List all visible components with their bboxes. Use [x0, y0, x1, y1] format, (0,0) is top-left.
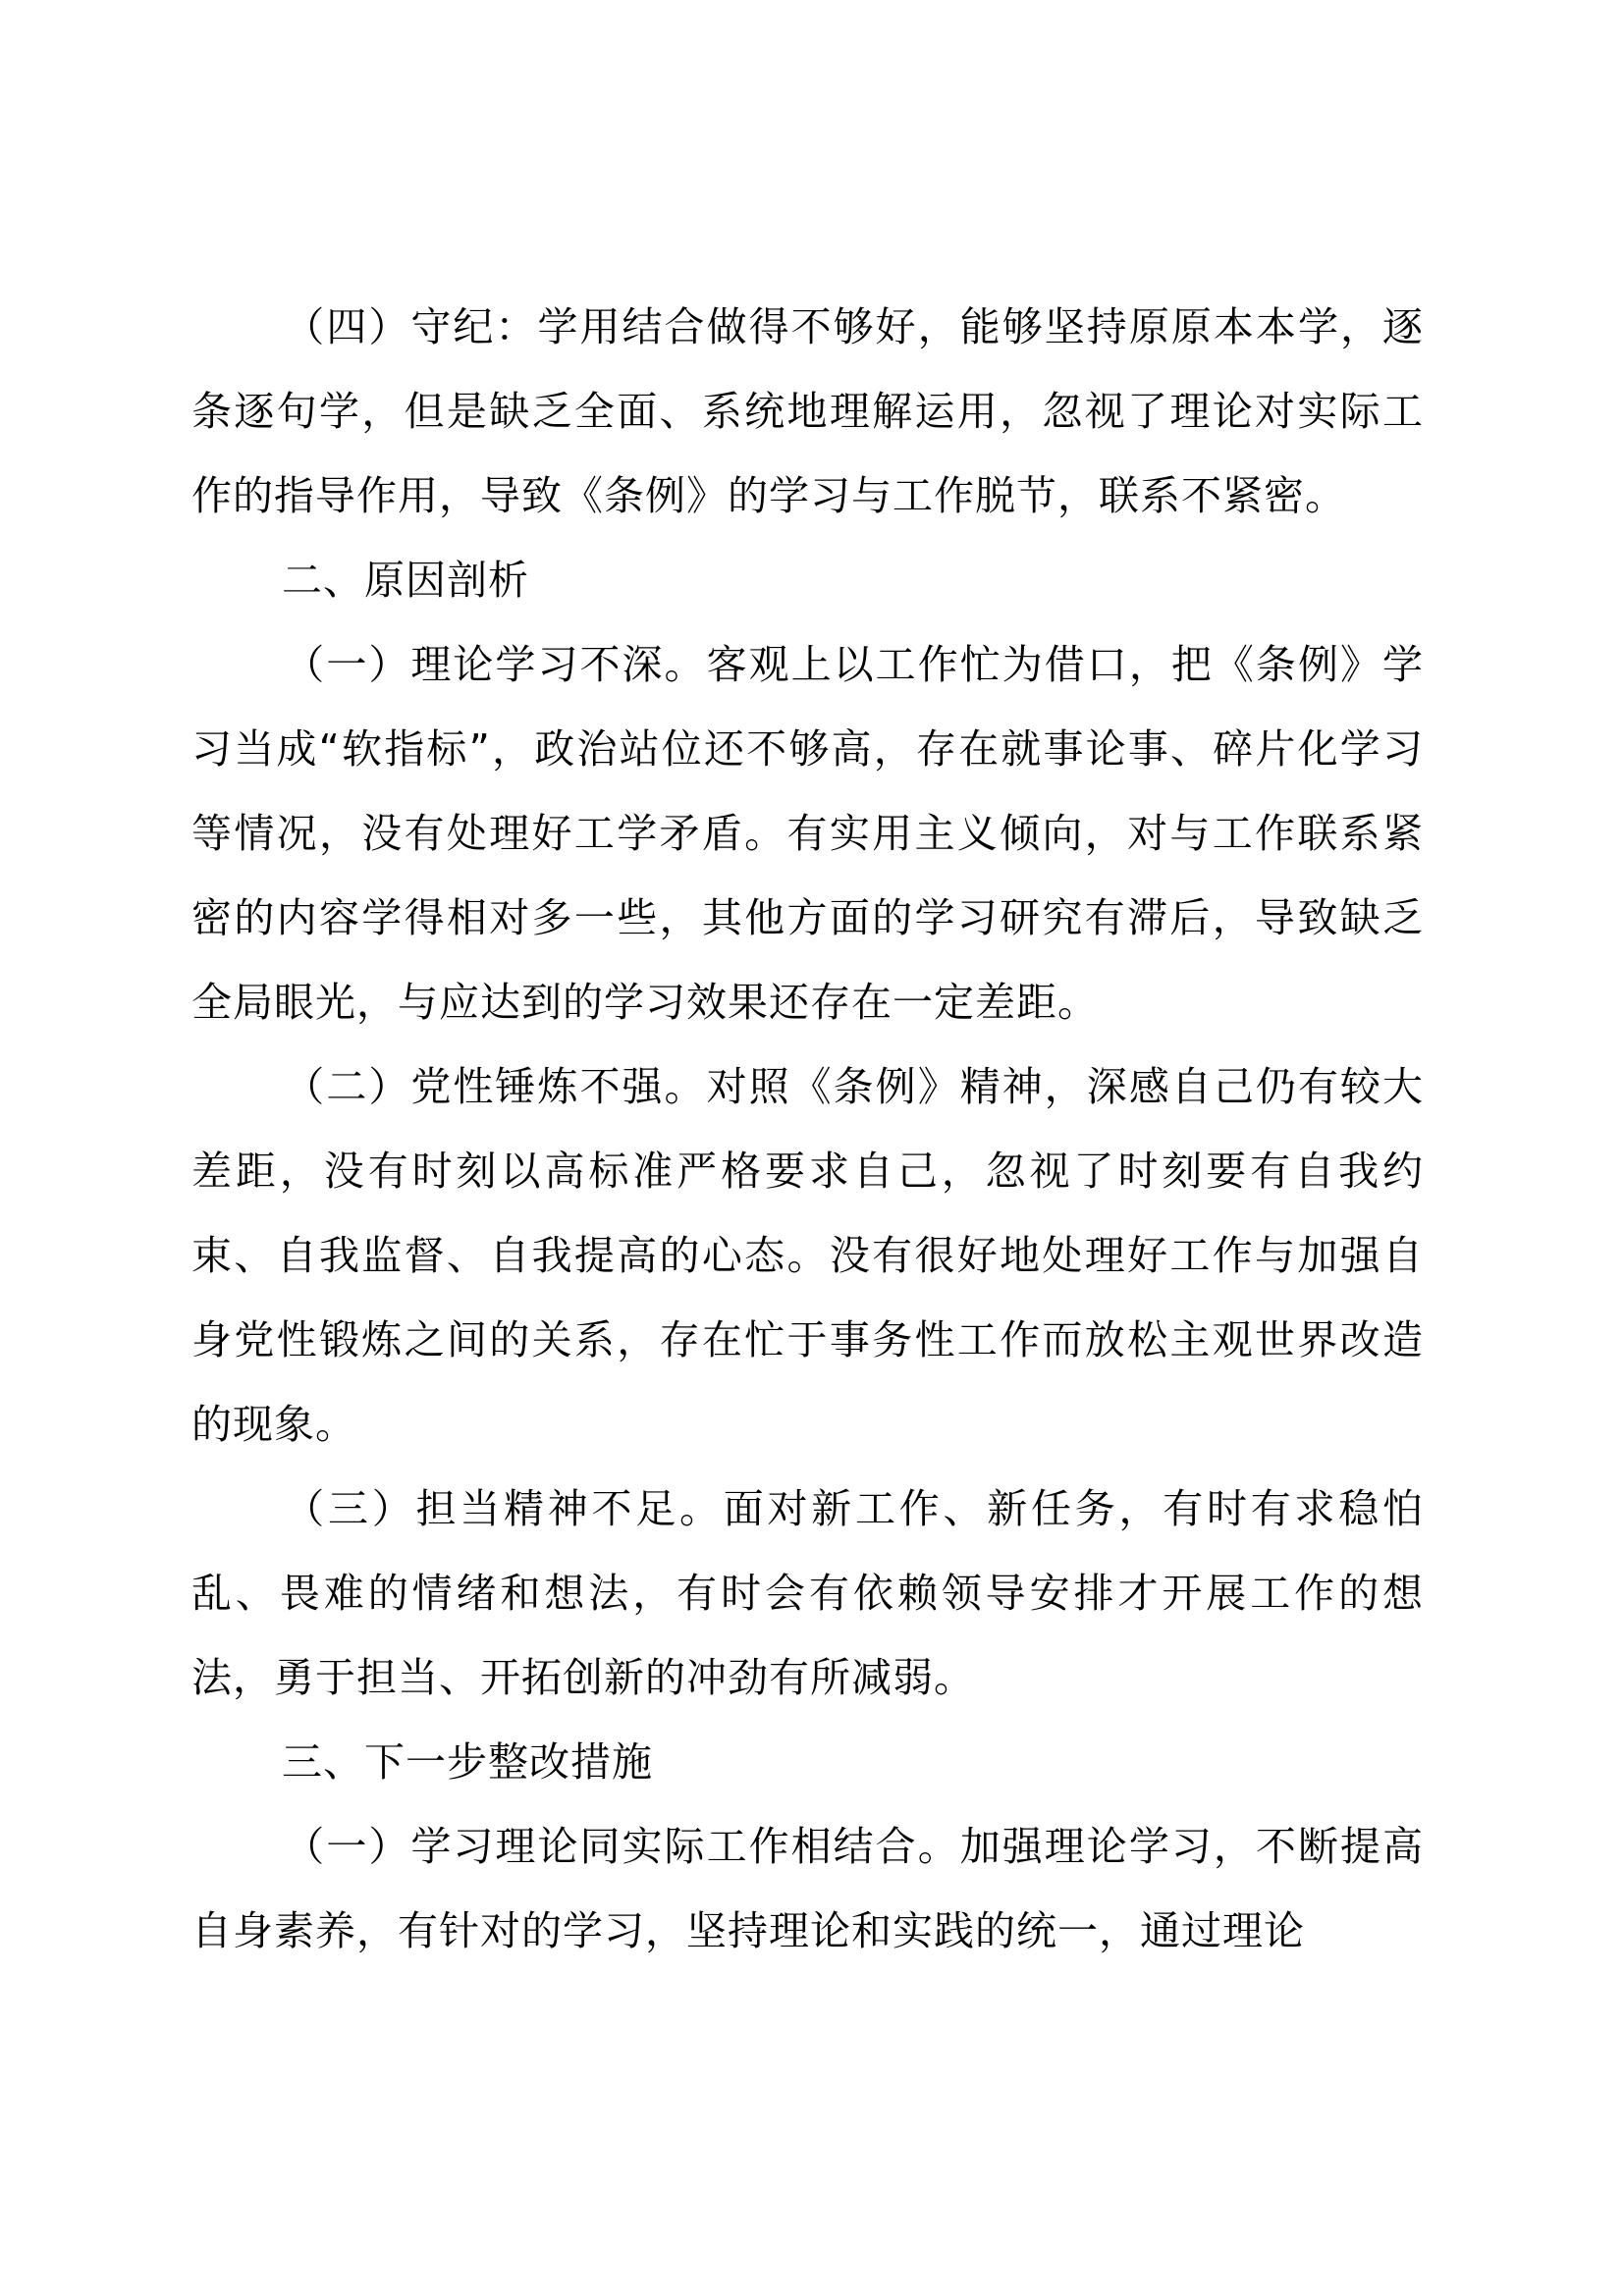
section-heading-cause-analysis: 二、原因剖析	[282, 557, 529, 604]
paragraph-theory-study: （一）理论学习不深。客观上以工作忙为借口，把《条例》学习当成“软指标”，政治站位还不够高，存在就事论事、碎片化学习等情况，没有处理好工学矛盾。有实用主义倾向，对与工作联系紧密的内容学得相对多一些，其他方面的学习研究有滞后，导致缺乏全局眼光，与应达到的学习效果还存在一定差距。	[191, 641, 1424, 1026]
section-heading-rectification-measures: 三、下一步整改措施	[282, 1738, 653, 1786]
paragraph-responsibility: （三）担当精神不足。面对新工作、新任务，有时有求稳怕乱、畏难的情绪和想法，有时会有依赖领导安排才开展工作的想法，勇于担当、开拓创新的冲劲有所减弱。	[191, 1485, 1424, 1701]
paragraph-party-spirit: （二）党性锤炼不强。对照《条例》精神，深感自己仍有较大差距，没有时刻以高标准严格要求自己，忽视了时刻要有自我约束、自我监督、自我提高的心态。没有很好地处理好工作与加强自身党性锻炼之间的关系，存在忙于事务性工作而放松主观世界改造的现象。	[191, 1063, 1424, 1448]
paragraph-theory-practice: （一）学习理论同实际工作相结合。加强理论学习，不断提高自身素养，有针对的学习，坚持理论和实践的统一，通过理论	[191, 1823, 1424, 1954]
paragraph-shouji: （四）守纪：学用结合做得不够好，能够坚持原原本本学，逐条逐句学，但是缺乏全面、系统地理解运用，忽视了理论对实际工作的指导作用，导致《条例》的学习与工作脱节，联系不紧密。	[191, 303, 1424, 519]
document-page	[191, 285, 1424, 1973]
